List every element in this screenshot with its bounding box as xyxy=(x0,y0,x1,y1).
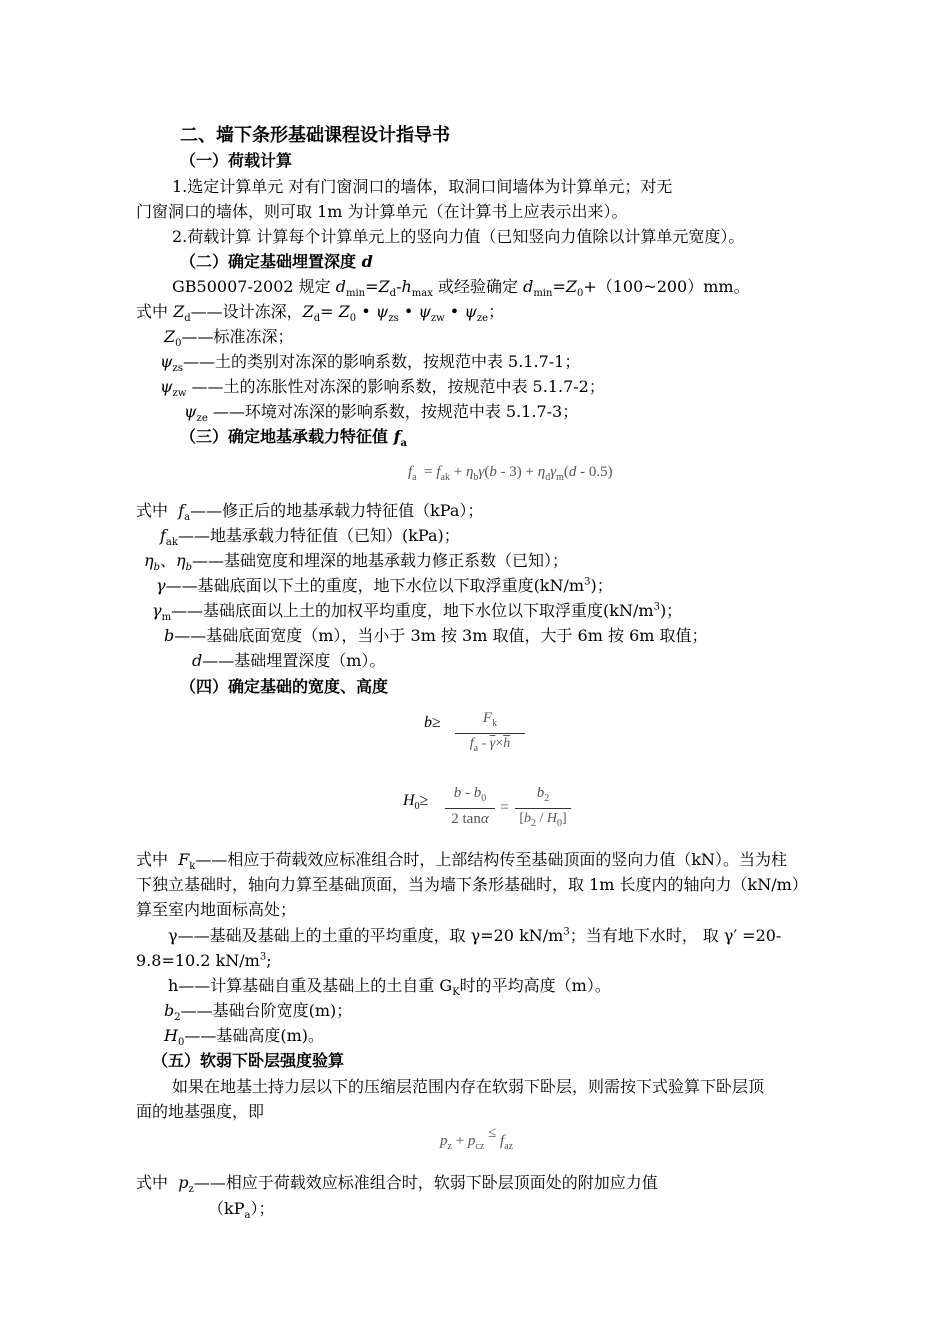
desc: 时的平均高度（m）。 xyxy=(459,976,611,995)
heading-text: （三）确定地基承载力特征值 xyxy=(180,427,394,446)
fa-line: 式中 $f_a——$修正后的地基承载力特征值（kPa）； xyxy=(136,501,484,524)
gamma-avg-line: γ——基础及基础上的土重的平均重度，取 γ=20 $kN/m^3$；当有地下水时， 取 γ′ =20- xyxy=(168,926,782,945)
desc: ——相应于荷载效应标准组合时，软弱下卧层顶面处的附加应力值 xyxy=(193,1173,658,1192)
desc: h——计算基础自重及基础上的土自重 G xyxy=(168,976,453,995)
fraction-bar xyxy=(455,733,525,734)
eta-line: $\eta_b$、$\eta_b——$基础宽度和埋深的地基承载力修正系数（已知）； xyxy=(144,551,569,574)
page-title: 二、墙下条形基础课程设计指导书 xyxy=(180,125,450,146)
desc: 9.8=10.2 kN/m xyxy=(136,951,260,970)
denominator: $f_a - \overline{\gamma}\times\overline{h}$ xyxy=(469,736,511,754)
psi-zw-line: $\psi_{zw}$ ——土的冻胀性对冻深的影响系数，按规范中表 5.1.7-2； xyxy=(160,377,605,400)
paragraph: 面的地基强度，即 xyxy=(136,1102,265,1121)
desc: ；当有地下水时， 取 γ′ =20- xyxy=(569,926,782,945)
desc: ——环境对冻深的影响系数，按规范中表 5.1.7-3； xyxy=(207,402,579,421)
desc: ——相应于荷载效应标准组合时，上部结构传至基础顶面的竖向力值（kN）。当为柱 xyxy=(195,850,788,869)
heading-var: d xyxy=(361,252,373,271)
psi-zs-line: $\psi_{zs}——$土的类别对冻深的影响系数，按规范中表 5.1.7-1； xyxy=(160,352,581,375)
desc: （kP xyxy=(208,1199,245,1218)
h0-line: $H_0——$基础高度(m)。 xyxy=(164,1026,324,1049)
gb-text: GB50007-2002 规定 xyxy=(172,277,336,296)
pz-unit-line: $(kP_a)$； xyxy=(208,1199,275,1222)
gb-rule: GB50007-2002 规定 $d_{min}=Z_d-h_{max}$ 或经验确定 $d_{min}=Z_0+(100\sim 200)mm$。 xyxy=(172,277,750,300)
desc: ——设计冻深， xyxy=(190,302,303,321)
fraction-bar xyxy=(445,808,495,809)
denominator: $[b_2 / H_0]$ xyxy=(519,811,567,829)
desc: ——基础底面以下土的重度，地下水位以下取浮重度(kN/m xyxy=(165,576,585,595)
desc: ——土的类别对冻深的影响系数，按规范中表 5.1.7-1； xyxy=(182,352,581,371)
section-heading-width: （四）确定基础的宽度、高度 xyxy=(180,677,389,696)
d-line: d——基础埋置深度（m）。 xyxy=(192,651,386,670)
document-page: 二、墙下条形基础课程设计指导书 （一）荷载计算 1.选定计算单元 对有门窗洞口的墙体，取洞口间墙体为计算单元；对无 门窗洞口的墙体，则可取 1m 为计算单元（在计算书上应表示出来）。 2.荷载计算 计算每个计算单元上的竖向力值（已知竖向力值除以计算单元宽度）。 （二）确定基础埋置深度 d GB50007-2002 规定 $d_{min}=Z_d-h_{max}$ 或经验确定 $d_{min}=Z_0+(100\sim 200)mm$。 式中 $Z_d——$设计冻深，$Z_d= Z_0$ • $\psi_{zs}$ • $\psi_{zw}$ • $\psi_{ze}$； $Z_0——$标准冻深； $\psi_{zs}——$土的类别对冻深的影响系数，按规范中表 5.1.7-1； $\psi_{zw}$ ——土的冻胀性对冻深的影响系数，按规范中表 5.1.7-2； $\psi_{ze}$ ——环境对冻深的影响系数，按规范中表 5.1.7-3； （三）确定地基承载力特征值 $f_a$ $f_a = f_{ak} + \eta_b\gamma(b - 3) + \eta_d\gamma_m(d - 0.5)$ 式中 $f_a——$修正后的地基承载力特征值（kPa）； $f_{ak}——$地基承载力特征值（已知）(kPa)； $\eta_b$、$\eta_b——$基础宽度和埋深的地基承载力修正系数（已知）； γ——基础底面以下土的重度，地下水位以下取浮重度$(kN/m^3)$； $\gamma_m——$基础底面以上土的加权平均重度，地下水位以下取浮重度$(kN/m^3)$； b——基础底面宽度（m），当小于 3m 按 3m 取值，大于 6m 按 6m 取值； d——基础埋置深度（m）。 （四）确定基础的宽度、高度 b≥ $F_k$ $f_a - \overline{\gamma}\times\overline{h}$ $H_0\ge$ b - $b_0$ 2 tanα = $b_2$ $[b_2 / H_0]$ 式中 $F_k——$相应于荷载效应标准组合时，上部结构传至基础顶面的竖向力值（kN）。当为柱 下独立基础时，轴向力算至基础顶面，当为墙下条形基础时，取 1m 长度内的轴向力（kN/m） 算至室内地面标高处； γ——基础及基础上的土重的平均重度，取 γ=20 $kN/m^3$；当有地下水时， 取 γ′ =20- 9.8=10.2 $kN/m^3$; h——计算基础自重及基础上的土自重 $G_K$时的平均高度（m）。 $b_2——$基础台阶宽度(m)； $H_0——$基础高度(m)。 （五）软弱下卧层强度验算 如果在地基土持力层以下的压缩层范围内存在软弱下卧层，则需按下式验算下卧层顶 面的地基强度，即 $p_z + p_{cz} \le f_{az}$ 式中 $p_z——$相应于荷载效应标准组合时，软弱下卧层顶面处的附加应力值 $(kP_a)$； xyxy=(136,125,808,1222)
section-heading-soft-layer: （五）软弱下卧层强度验算 xyxy=(152,1051,345,1070)
denominator: 2 tanα xyxy=(451,811,489,827)
prefix: 式中 xyxy=(136,302,174,321)
desc: ——土的冻胀性对冻深的影响系数，按规范中表 5.1.7-2； xyxy=(186,377,605,396)
soft-layer-formula: $p_z + p_{cz} \le f_{az}$ xyxy=(440,1125,514,1152)
desc: γ——基础及基础上的土重的平均重度，取 γ=20 kN/m xyxy=(168,926,564,945)
paragraph: 下独立基础时，轴向力算至基础顶面，当为墙下条形基础时，取 1m 长度内的轴向力（kN/m） xyxy=(136,875,808,894)
fraction-bar xyxy=(515,808,571,809)
numerator: $b_2$ xyxy=(536,785,550,804)
b-line: b——基础底面宽度（m），当小于 3m 按 3m 取值，大于 6m 按 6m 取值； xyxy=(164,626,708,645)
numerator: $F_k$ xyxy=(482,710,498,729)
h-avg-line: h——计算基础自重及基础上的土自重 $G_K$时的平均高度（m）。 xyxy=(168,976,611,999)
gamma-m-line: $\gamma_m——$基础底面以上土的加权平均重度，地下水位以下取浮重度$(kN/m^3)$； xyxy=(152,601,683,624)
paragraph: 算至室内地面标高处； xyxy=(136,900,297,919)
desc: ——修正后的地基承载力特征值（kPa）； xyxy=(190,501,484,520)
gb-rest: 或经验确定 xyxy=(437,277,524,296)
paragraph: 1.选定计算单元 对有门窗洞口的墙体，取洞口间墙体为计算单元；对无 xyxy=(172,177,673,196)
desc: ——基础宽度和埋深的地基承载力修正系数（已知）； xyxy=(192,551,569,570)
fk-line: 式中 $F_k——$相应于荷载效应标准组合时，上部结构传至基础顶面的竖向力值（kN）。当为柱 xyxy=(136,850,788,873)
bearing-formula: $f_a = f_{ak} + \eta_b\gamma(b - 3) + \eta_d\gamma_m(d - 0.5)$ xyxy=(408,464,613,483)
pz-line: 式中 $p_z——$相应于荷载效应标准组合时，软弱下卧层顶面处的附加应力值 xyxy=(136,1173,658,1196)
desc: ——基础高度(m)。 xyxy=(184,1026,324,1045)
desc: ——基础台阶宽度(m)； xyxy=(180,1001,353,1020)
desc: ——基础底面宽度（m），当小于 3m 按 3m 取值，大于 6m 按 6m 取值； xyxy=(174,626,708,645)
desc: ——基础埋置深度（m）。 xyxy=(202,651,386,670)
z0-line: $Z_0——$标准冻深； xyxy=(164,327,294,350)
b2-line: $b_2——$基础台阶宽度(m)； xyxy=(164,1001,353,1024)
numerator: b - $b_0$ xyxy=(453,785,487,804)
desc: ——基础底面以上土的加权平均重度，地下水位以下取浮重度(kN/m xyxy=(171,601,654,620)
gamma-avg-cont: 9.8=10.2 $kN/m^3$; xyxy=(136,951,272,970)
section-heading-depth xyxy=(180,251,373,273)
paragraph: 2.荷载计算 计算每个计算单元上的竖向力值（已知竖向力值除以计算单元宽度）。 xyxy=(172,227,745,246)
fak-line: $f_{ak}——$地基承载力特征值（已知）(kPa)； xyxy=(160,526,460,549)
psi-ze-line: $\psi_{ze}$ ——环境对冻深的影响系数，按规范中表 5.1.7-3； xyxy=(184,402,579,425)
section-heading-load: （一）荷载计算 xyxy=(180,151,293,170)
heading-text: （二）确定基础埋置深度 xyxy=(180,252,362,271)
gb-tail: +（100~200）mm。 xyxy=(583,277,750,296)
paragraph: 如果在地基土持力层以下的压缩层范围内存在软弱下卧层，则需按下式验算下卧层顶 xyxy=(172,1077,765,1096)
desc: ——标准冻深； xyxy=(181,327,294,346)
desc: ——地基承载力特征值（已知）(kPa)； xyxy=(177,526,460,545)
paragraph: 门窗洞口的墙体，则可取 1m 为计算单元（在计算书上应表示出来）。 xyxy=(136,202,628,221)
gamma-line: γ——基础底面以下土的重度，地下水位以下取浮重度$(kN/m^3)$； xyxy=(156,576,613,595)
section-heading-bearing: （三）确定地基承载力特征值 $f_a$ xyxy=(180,427,407,450)
desc: ）； xyxy=(250,1199,275,1218)
heading-var: f xyxy=(393,427,401,446)
zd-line: 式中 $Z_d——$设计冻深，$Z_d= Z_0$ • $\psi_{zs}$ • $\psi_{zw}$ • $\psi_{ze}$； xyxy=(136,302,505,325)
